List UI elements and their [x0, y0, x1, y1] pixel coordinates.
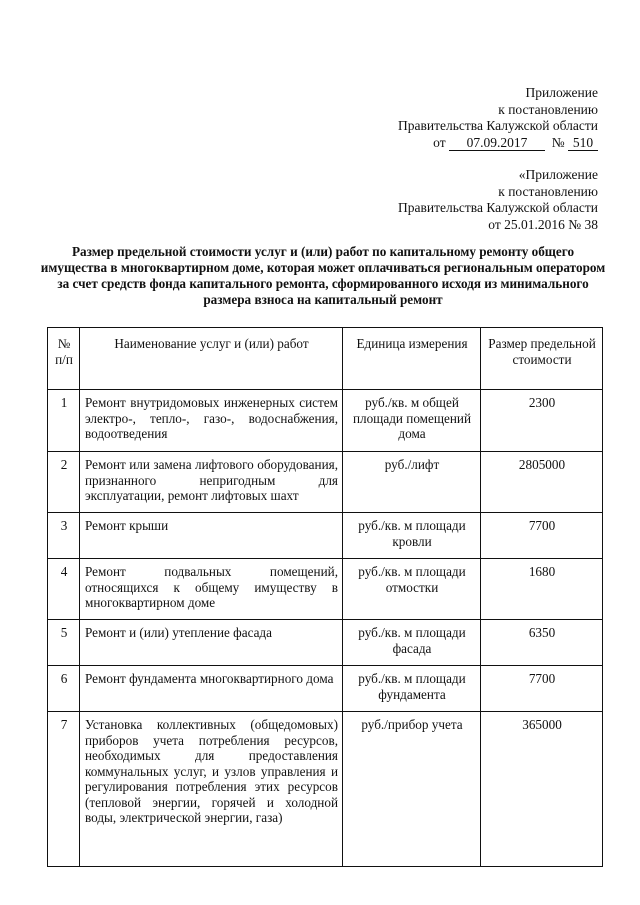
appendix-line: Правительства Калужской области	[397, 118, 598, 133]
row-num: 5	[48, 620, 80, 666]
row-num: 1	[48, 390, 80, 452]
row-name: Ремонт крыши	[80, 513, 343, 559]
number-label: №	[551, 134, 565, 150]
row-cost: 7700	[481, 666, 603, 712]
row-unit: руб./кв. м общей площади помещений дома	[343, 390, 481, 452]
appendix-line: Приложение	[525, 85, 598, 100]
row-num: 2	[48, 452, 80, 513]
appendix-header-current	[398, 85, 598, 151]
row-name: Ремонт фундамента многоквартирного дома	[80, 666, 343, 712]
row-unit: руб./кв. м площади отмостки	[343, 559, 481, 620]
cost-table	[47, 327, 603, 867]
row-name: Ремонт внутридомовых инженерных систем электро-, тепло-, газо-, водоснабжения, водоотведения	[80, 390, 343, 452]
appendix-line: от 25.01.2016 № 38	[488, 216, 598, 232]
table-row	[48, 513, 603, 559]
appendix-header-previous	[398, 167, 598, 233]
header-name: Наименование услуг и (или) работ	[80, 328, 343, 390]
header-num: № п/п	[48, 328, 80, 390]
appendix-line: к постановлению	[498, 101, 598, 117]
row-num: 4	[48, 559, 80, 620]
appendix-line: к постановлению	[498, 183, 598, 199]
row-name: Ремонт подвальных помещений, относящихся к общему имуществу в многоквартирном доме	[80, 559, 343, 620]
decree-date: 07.09.2017	[449, 136, 545, 151]
table-header-row	[48, 328, 603, 390]
decree-number: 510	[568, 136, 598, 151]
table-row	[48, 390, 603, 452]
row-num: 3	[48, 513, 80, 559]
table-row	[48, 712, 603, 867]
row-num: 7	[48, 712, 80, 867]
header-unit: Единица измерения	[343, 328, 481, 390]
appendix-line: «Приложение	[518, 167, 598, 182]
from-label: от	[433, 134, 446, 150]
table-row	[48, 620, 603, 666]
row-name: Ремонт или замена лифтового оборудования, признанного непригодным для эксплуатации, ремонт лифтовых шахт	[80, 452, 343, 513]
row-cost: 365000	[481, 712, 603, 867]
row-name: Установка коллективных (общедомовых) приборов учета потребления ресурсов, необходимых для предоставления коммунальных услуг, и узлов управления и регулирования потребления этих ресурсов (тепловой энергии, горячей и холодной воды, электрической энергии, газа)	[80, 712, 343, 867]
row-unit: руб./кв. м площади фундамента	[343, 666, 481, 712]
row-cost: 1680	[481, 559, 603, 620]
document-title: Размер предельной стоимости услуг и (или) работ по капитальному ремонту общего имущества в многоквартирном доме, которая может оплачиваться региональным оператором за счет средств фонда капитального ремонта, сформированного исходя из минимального размера взноса на капитальный ремонт	[40, 244, 606, 307]
appendix-line: Правительства Калужской области	[397, 200, 598, 215]
row-name: Ремонт и (или) утепление фасада	[80, 620, 343, 666]
row-unit: руб./кв. м площади фасада	[343, 620, 481, 666]
row-cost: 2805000	[481, 452, 603, 513]
row-unit: руб./лифт	[343, 452, 481, 513]
table-row	[48, 559, 603, 620]
header-cost: Размер предельной стоимости	[481, 328, 603, 390]
row-unit: руб./прибор учета	[343, 712, 481, 867]
table-row	[48, 452, 603, 513]
row-num: 6	[48, 666, 80, 712]
row-cost: 2300	[481, 390, 603, 452]
row-unit: руб./кв. м площади кровли	[343, 513, 481, 559]
appendix-date-line	[398, 135, 598, 152]
row-cost: 6350	[481, 620, 603, 666]
table-row	[48, 666, 603, 712]
row-cost: 7700	[481, 513, 603, 559]
